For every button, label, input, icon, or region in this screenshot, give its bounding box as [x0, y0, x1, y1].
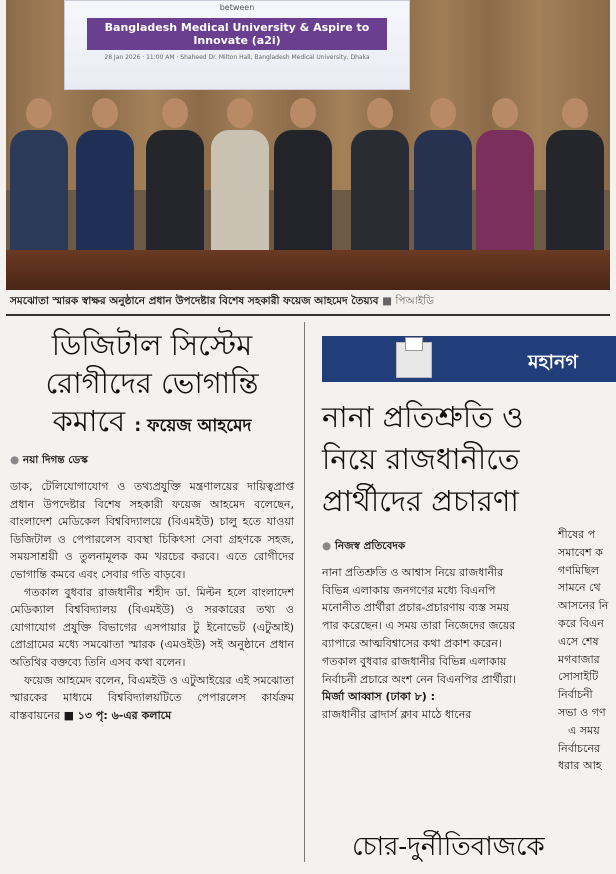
bullet-icon: ● [322, 540, 332, 552]
headline-left-byline: : ফয়েজ আহমেদ [134, 416, 252, 436]
bottom-headline: চোর-দুর্নীতিবাজকে [352, 832, 545, 862]
continuation-link[interactable]: ■ ১৩ পৃ: ৬-এর কলামে [63, 708, 172, 722]
person [414, 98, 472, 260]
col2-line: এসে শেষ [558, 634, 599, 648]
headline-left-line1: ডিজিটাল সিস্টেম [51, 328, 253, 362]
col2-line: করে বিএন [558, 616, 604, 630]
person [146, 98, 204, 260]
headline-right-line1: নানা প্রতিশ্রুতি ও [322, 400, 524, 434]
headline-left [10, 326, 294, 445]
person [76, 98, 134, 260]
article-right-desk [322, 538, 520, 556]
article-right-col1 [322, 538, 520, 724]
event-banner [64, 0, 410, 90]
paragraph: ডাক, টেলিযোগাযোগ ও তথ্যপ্রযুক্তি মন্ত্রণালয়ের দায়িত্বপ্রাপ্ত প্রধান উপদেষ্টার বিশেষ সহকারী ফয়েজ আহমেদ বলেছেন, বাংলাদেশ মেডিকেল বিশ্ববিদ্যালয়ে (বিএমইউ) চালু হতে যাওয়া ডিজিটাল ও পেপারলেস ব্যবস্থা চিকিৎসা সেবা গ্রহণকে সহজ, সময়সাশ্রয়ী ও তুলনামূলক কম খরচের করবে। এতে রোগীদের ভোগান্তি কমবে এবং সেবার গতি বাড়বে। [10, 480, 294, 581]
headline-right [322, 396, 616, 522]
desk-label: নিজস্ব প্রতিবেদক [334, 540, 406, 552]
article-left-body [10, 478, 294, 724]
paragraph: নানা প্রতিশ্রুতি ও আশ্বাস নিয়ে রাজধানীর বিভিন্ন এলাকায় জনগণের মধ্যে বিএনপি মনোনীত প্রার্থীরা প্রচার-প্রচারণায় ব্যস্ত সময় পার করেছেন। এ সময় তারা নিজেদের জয়ের ব্যাপারে আত্মবিশ্বাসের কথা প্রকাশ করেন। গতকাল বুধবার রাজধানীর বিভিন্ন এলাকায় নির্বাচনী প্রচারে অংশ নেন বিএনপির প্রার্থীরা। [322, 565, 517, 686]
col2-line: গণমিছিল [558, 563, 600, 577]
divider-rule [6, 314, 610, 316]
person [10, 98, 68, 260]
ballot-box-icon [396, 342, 432, 378]
article-left [10, 326, 294, 724]
paragraph-text: ফয়েজ আহমেদ বলেন, বিএমইউ ও এটুআইয়ের এই সমঝোতা স্মারকের মাধ্যমে বিশ্ববিদ্যালয়টিতে পেপারলেস কার্যক্রম বাস্তবায়নের [10, 673, 294, 722]
conference-table [6, 250, 610, 290]
paragraph [10, 672, 294, 725]
article-right [322, 336, 616, 773]
subhead: মির্জা আব্বাস (ঢাকা ৮) : [322, 690, 436, 704]
caption-credit: ■ পিআইডি [382, 295, 434, 307]
person [476, 98, 534, 260]
col2-line: সামনে থে [558, 581, 601, 595]
headline-right-line2: নিয়ে রাজধানীতে [322, 442, 520, 476]
banner-info: 28 Jan 2026 · 11:00 AM · Shaheed Dr. Milton Hall, Bangladesh Medical University, Dhaka [104, 54, 370, 61]
col2-line: সভা ও গণ [558, 705, 606, 719]
section-name: মহানগ [528, 351, 578, 373]
col2-line: ধরার আহ [558, 759, 602, 773]
col2-line: এ সময় [568, 723, 600, 737]
desk-label: নয়া দিগন্ত ডেস্ক [22, 454, 88, 466]
caption-text: সমঝোতা স্মারক স্বাক্ষর অনুষ্ঠানে প্রধান উপদেষ্টার বিশেষ সহকারী ফয়েজ আহমেদ তৈয়্যব [10, 295, 379, 307]
col2-line: নির্বাচনের [558, 741, 600, 755]
col2-line: মগবাজার [558, 652, 600, 666]
col2-line: সোসাইটি [558, 670, 599, 684]
col2-line: নির্বাচনী [558, 688, 593, 702]
person [211, 98, 269, 260]
headline-left-line2: রোগীদের ভোগান্তি [45, 366, 259, 400]
col2-line: শীষের প [558, 528, 596, 541]
banner-top-text: between [219, 3, 255, 12]
col2-line: সমাবেশ ক [558, 545, 603, 559]
news-photo [6, 0, 610, 290]
photo-people [6, 90, 610, 260]
person [274, 98, 332, 260]
bullet-icon: ● [10, 454, 20, 466]
col2-line: আসনের নি [558, 599, 609, 613]
headline-left-line3: কমাবে [52, 404, 126, 438]
photo-caption [10, 294, 434, 311]
paragraph: রাজধানীর ব্রাদার্স ক্লাব মাঠে ধানের [322, 708, 472, 722]
column-divider [304, 322, 305, 862]
banner-title: Bangladesh Medical University & Aspire to Innovate (a2i) [87, 18, 387, 50]
paragraph: গতকাল বুধবার রাজধানীর শহীদ ডা. মিল্টন হলে বাংলাদেশ মেডিক্যাল বিশ্ববিদ্যালয় (বিএমইউ) ও সরকারের তথ্য ও যোগাযোগ প্রযুক্তি বিভাগের এসপায়ার টু ইনোভেট (এটুআই) প্রোগ্রামের মধ্যে সমঝোতা স্মারক (এমওইউ) সই অনুষ্ঠানে প্রধান অতিথির বক্তব্যে তিনি এসব কথা বলেন। [10, 585, 294, 669]
person [351, 98, 409, 260]
person [546, 98, 604, 260]
section-header [322, 336, 616, 382]
article-left-desk [10, 453, 294, 470]
headline-right-line3: প্রার্থীদের প্রচারণা [322, 484, 519, 518]
article-right-col2 [558, 526, 616, 775]
